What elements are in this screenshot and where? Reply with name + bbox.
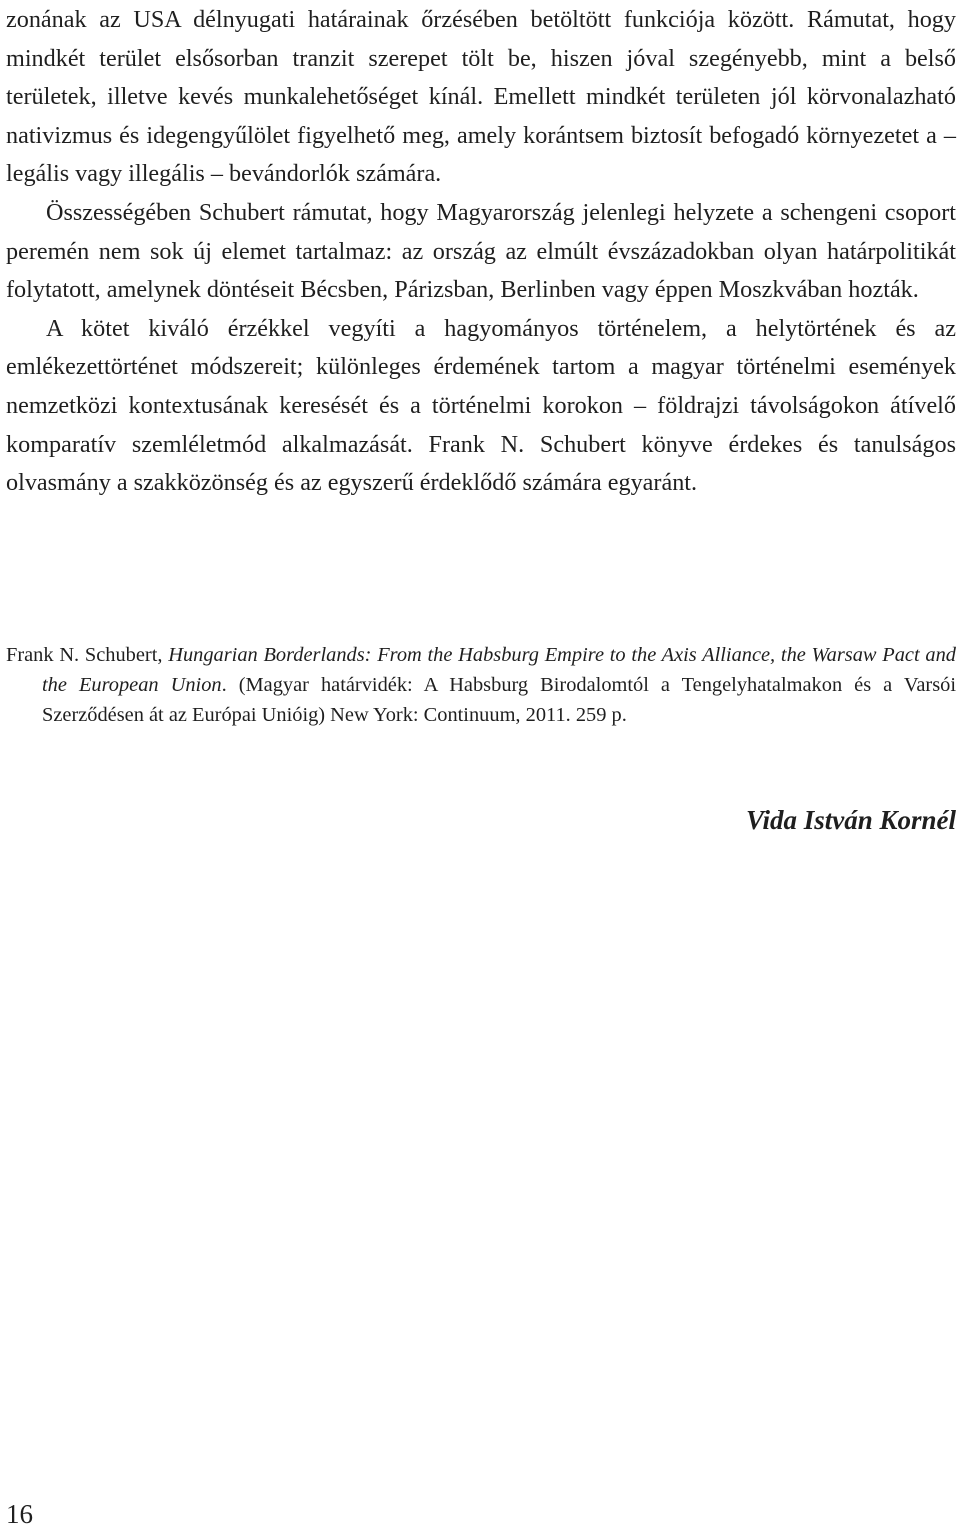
body-text — [6, 1, 956, 503]
paragraph-2: Összességében Schubert rámutat, hogy Magyarország jelenlegi helyzete a schengeni csoport peremén nem sok új elemet tartalmaz: az ország az elmúlt évszázadokban olyan határpolitikát folytatott, amelynek döntéseit Bécsben, Párizsban, Berlinben vagy éppen Moszkvában hozták. — [6, 198, 956, 304]
main-text — [6, 0, 956, 503]
paragraph-1: zonának az USA délnyugati határainak őrzésében betöltött funkciója között. Rámutat, hogy mindkét terület elsősorban tranzit szerepet tölt be, hiszen jóval szegényebb, mint a belső területek, illetve kevés munkalehetőséget kínál. Emellett mindkét területen jól körvonalazható nativizmus és idegengyűlölet figyelhető meg, amely korántsem biztosít befogadó környezetet a – legális vagy illegális – bevándorlók számára. — [6, 6, 956, 188]
reference-author: Frank N. Schubert, — [6, 644, 169, 666]
page-number: 16 — [6, 1499, 33, 1529]
reference-title: Hungarian Borderlands: From the Habsburg Empire to the Axis Alliance, the Warsaw Pact and the European Union — [42, 644, 956, 696]
book-reference — [6, 641, 956, 730]
author-signature: Vida István Kornél — [745, 805, 956, 835]
paragraph-3: A kötet kiváló érzékkel vegyíti a hagyományos történelem, a helytörtének és az emlékezettörténet módszereit; különleges érdemének tartom a magyar történelmi események nemzetközi kontextusának keresését és a történelmi korokon – földrajzi távolságokon átívelő komparatív szemléletmód alkalmazását. Frank N. Schubert könyve érdekes és tanulságos olvasmány a szakközönség és az egyszerű érdeklődő számára egyaránt. — [6, 314, 956, 497]
reference-details: . (Magyar határvidék: A Habsburg Birodalomtól a Tengelyhatalmakon és a Varsói Szerződésen át az Európai Unióig) New York: Continuum, 2011. 259 p. — [42, 673, 956, 726]
